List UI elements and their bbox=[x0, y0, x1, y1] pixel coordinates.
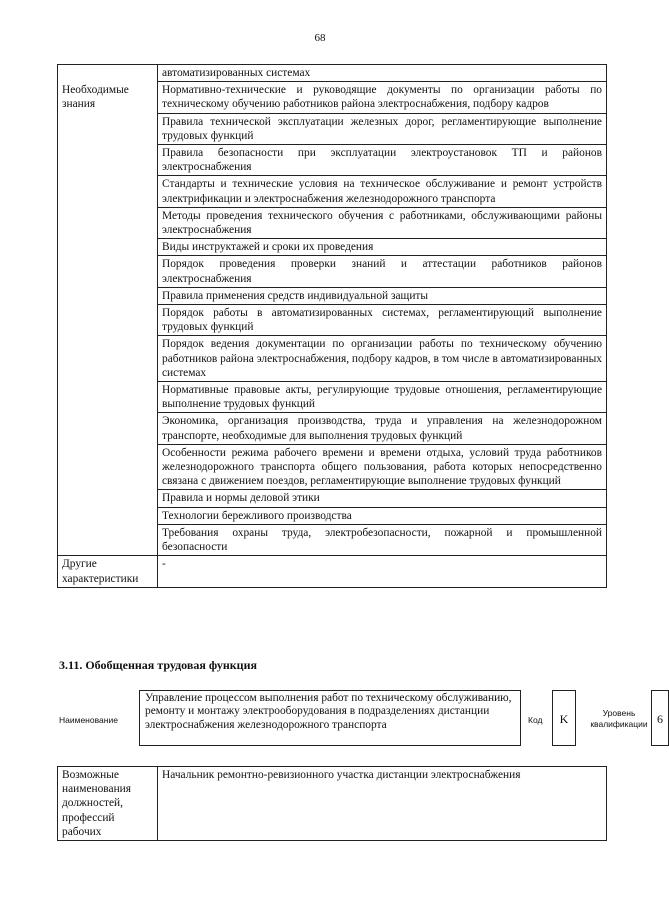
knowledge-item: Технологии бережливого производства bbox=[158, 507, 607, 524]
knowledge-item: Экономика, организация производства, труда и управления на железнодорожном транспорте, необходимые для выполнения трудовых функций bbox=[158, 413, 607, 444]
code-label: Код bbox=[528, 715, 543, 725]
empty-label-cell bbox=[58, 382, 158, 413]
empty-label-cell bbox=[58, 287, 158, 304]
empty-label-cell bbox=[58, 256, 158, 287]
table-row bbox=[58, 287, 607, 304]
table-row bbox=[58, 336, 607, 382]
empty-label-cell bbox=[58, 239, 158, 256]
knowledge-item: Правила технической эксплуатации железных дорог, регламентирующие выполнение трудовых функций bbox=[158, 113, 607, 144]
table-row bbox=[58, 444, 607, 490]
positions-value: Начальник ремонтно-ревизионного участка дистанции электроснабжения bbox=[158, 767, 607, 841]
knowledge-item: Правила безопасности при эксплуатации электроустановок ТП и районов электроснабжения bbox=[158, 145, 607, 176]
generalized-function-header bbox=[59, 690, 663, 746]
knowledge-label: Необходимые знания bbox=[58, 82, 158, 113]
other-characteristics-value: - bbox=[158, 556, 607, 587]
empty-label-cell bbox=[58, 490, 158, 507]
table-row bbox=[58, 82, 607, 113]
knowledge-item: Порядок работы в автоматизированных системах, регламентирующий выполнение трудовых функций bbox=[158, 305, 607, 336]
function-name-box: Управление процессом выполнения работ по техническому обслуживанию, ремонту и монтажу электрооборудования в подразделениях дистанции электроснабжения железнодорожного транспорта bbox=[139, 690, 521, 746]
knowledge-item: Требования охраны труда, электробезопасности, пожарной и промышленной безопасности bbox=[158, 524, 607, 555]
knowledge-item: Нормативно-технические и руководящие документы по организации работы по техническому обучению работников района электроснабжения, подбору кадров bbox=[158, 82, 607, 113]
empty-label-cell bbox=[58, 305, 158, 336]
table-row bbox=[58, 382, 607, 413]
table-row bbox=[58, 767, 607, 841]
empty-label-cell bbox=[58, 413, 158, 444]
code-value-box: K bbox=[552, 690, 576, 746]
name-label: Наименование bbox=[59, 715, 118, 725]
continued-text: автоматизированных системах bbox=[158, 65, 607, 82]
table-row bbox=[58, 65, 607, 82]
qualification-level-label: Уровень квалификации bbox=[590, 708, 648, 729]
empty-label-cell bbox=[58, 444, 158, 490]
knowledge-item: Стандарты и технические условия на техническое обслуживание и ремонт устройств электрификации и электроснабжения железнодорожного транспорта bbox=[158, 176, 607, 207]
empty-label-cell bbox=[58, 524, 158, 555]
section-heading: 3.11. Обобщенная трудовая функция bbox=[59, 658, 257, 672]
table-row bbox=[58, 145, 607, 176]
knowledge-item: Нормативные правовые акты, регулирующие трудовые отношения, регламентирующие выполнение трудовых функций bbox=[158, 382, 607, 413]
table-row bbox=[58, 556, 607, 587]
table-row bbox=[58, 176, 607, 207]
table-row bbox=[58, 239, 607, 256]
knowledge-item: Порядок ведения документации по организации работы по техническому обучению работников района электроснабжения, подбору кадров, в том числе в автоматизированных системах bbox=[158, 336, 607, 382]
empty-label-cell bbox=[58, 507, 158, 524]
table-row bbox=[58, 207, 607, 238]
knowledge-item: Правила и нормы деловой этики bbox=[158, 490, 607, 507]
table-row bbox=[58, 113, 607, 144]
table-row bbox=[58, 490, 607, 507]
knowledge-item: Методы проведения технического обучения с работниками, обслуживающими районы электроснабжения bbox=[158, 207, 607, 238]
positions-label: Возможные наименования должностей, профессий рабочих bbox=[58, 767, 158, 841]
empty-label-cell bbox=[58, 336, 158, 382]
knowledge-table-body bbox=[58, 65, 607, 588]
empty-label-cell bbox=[58, 65, 158, 82]
table-row bbox=[58, 507, 607, 524]
empty-label-cell bbox=[58, 145, 158, 176]
empty-label-cell bbox=[58, 176, 158, 207]
empty-label-cell bbox=[58, 113, 158, 144]
knowledge-item: Особенности режима рабочего времени и времени отдыха, условий труда работников железнодорожного транспорта общего пользования, работа которых непосредственно связана с движением поездов, регламентирующие выполнение трудовых функций bbox=[158, 444, 607, 490]
knowledge-item: Порядок проведения проверки знаний и аттестации работников районов электроснабжения bbox=[158, 256, 607, 287]
qualification-level-box: 6 bbox=[651, 690, 669, 746]
knowledge-item: Правила применения средств индивидуальной защиты bbox=[158, 287, 607, 304]
table-row bbox=[58, 524, 607, 555]
table-row bbox=[58, 305, 607, 336]
knowledge-table bbox=[57, 64, 607, 588]
positions-table bbox=[57, 766, 607, 841]
page-number: 68 bbox=[314, 32, 326, 44]
other-characteristics-label: Другие характеристики bbox=[58, 556, 158, 587]
table-row bbox=[58, 413, 607, 444]
table-row bbox=[58, 256, 607, 287]
empty-label-cell bbox=[58, 207, 158, 238]
knowledge-item: Виды инструктажей и сроки их проведения bbox=[158, 239, 607, 256]
